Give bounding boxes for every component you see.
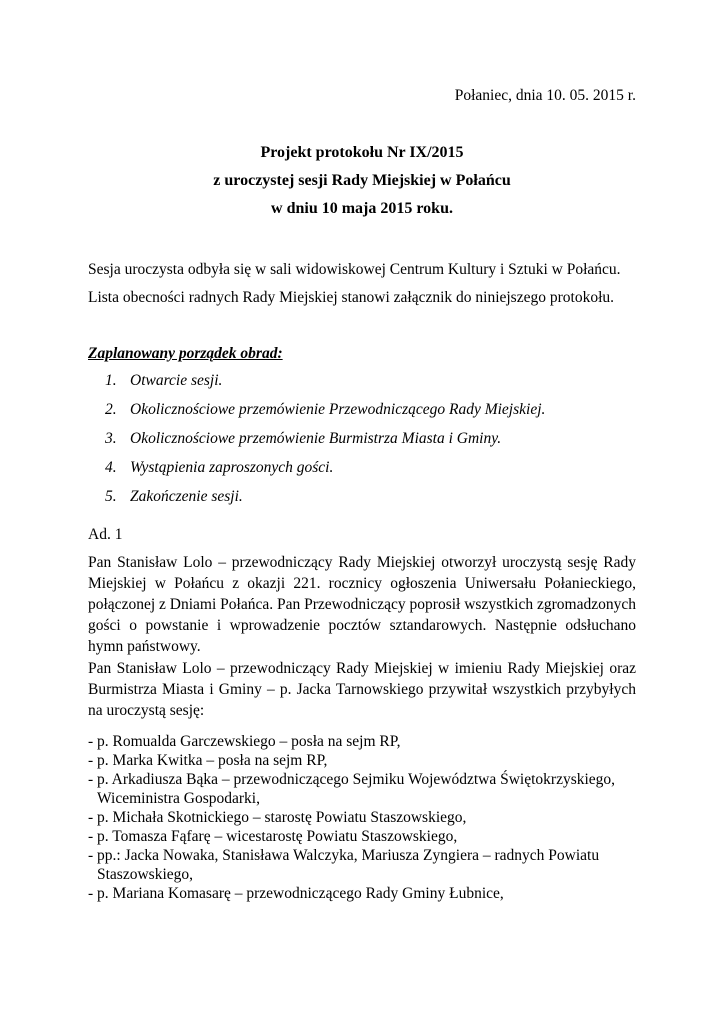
agenda-item bbox=[88, 459, 648, 488]
agenda-item bbox=[88, 488, 648, 517]
agenda-item-text: Okolicznościowe przemówienie Burmistrza Miasta i Gminy. bbox=[130, 430, 502, 447]
agenda-item bbox=[88, 401, 648, 430]
guest-entry: - p. Michała Skotnickiego – starostę Powiatu Staszowskiego, bbox=[88, 809, 467, 826]
agenda-item-number: 3. bbox=[105, 430, 117, 447]
guest-list-item bbox=[88, 732, 648, 751]
document-title: Projekt protokołu Nr IX/2015 bbox=[260, 144, 464, 161]
document-session-date: w dniu 10 maja 2015 roku. bbox=[271, 200, 453, 217]
guest-entry: - p. Arkadiusza Bąka – przewodniczącego Sejmiku Województwa Świętokrzyskiego, bbox=[88, 771, 616, 788]
agenda-item-text: Otwarcie sesji. bbox=[130, 372, 223, 389]
ad1-heading: Ad. 1 bbox=[88, 526, 123, 543]
agenda-item-number: 5. bbox=[105, 488, 117, 505]
agenda-item bbox=[88, 372, 648, 401]
guest-list bbox=[88, 732, 648, 903]
guest-entry: - p. Mariana Komasarę – przewodniczącego Rady Gminy Łubnice, bbox=[88, 885, 504, 902]
ad1-paragraph-greeting: Pan Stanisław Lolo – przewodniczący Rady Miejskiej w imieniu Rady Miejskiej oraz Burmistrza Miasta i Gminy – p. Jacka Tarnowskiego przywitał wszystkich przybyłych na uroczystą sesję: bbox=[88, 660, 636, 719]
guest-list-item bbox=[88, 884, 648, 903]
guest-entry: - p. Tomasza Fąfarę – wicestarostę Powiatu Staszowskiego, bbox=[88, 828, 458, 845]
agenda-heading: Zaplanowany porządek obrad: bbox=[88, 345, 283, 362]
guest-list-item bbox=[88, 827, 648, 846]
agenda-item-number: 1. bbox=[105, 372, 117, 389]
ad1-paragraph-opening: Pan Stanisław Lolo – przewodniczący Rady Miejskiej otworzył uroczystą sesję Rady Miejskiej w Połańcu z okazji 221. rocznicy ogłoszenia Uniwersału Połanieckiego, połączonej z Dniami Połańca. Pan Przewodniczący poprosił wszystkich zgromadzonych gości o powstanie i wprowadzenie pocztów sztandarowych. Następnie odsłuchano hymn państwowy. bbox=[88, 554, 636, 655]
guest-list-item bbox=[88, 751, 648, 770]
agenda-item-text: Wystąpienia zaproszonych gości. bbox=[130, 459, 334, 476]
intro-location: Sesja uroczysta odbyła się w sali widowiskowej Centrum Kultury i Sztuki w Połańcu. bbox=[88, 261, 621, 278]
agenda-item-text: Okolicznościowe przemówienie Przewodniczącego Rady Miejskiej. bbox=[130, 401, 546, 418]
guest-list-item bbox=[88, 808, 648, 827]
agenda-item-number: 2. bbox=[105, 401, 117, 418]
document-date: Połaniec, dnia 10. 05. 2015 r. bbox=[454, 87, 636, 104]
agenda-item-text: Zakończenie sesji. bbox=[130, 488, 243, 505]
guest-entry-continuation: Staszowskiego, bbox=[97, 866, 194, 883]
guest-list-item bbox=[88, 846, 648, 884]
guest-entry: - p. Romualda Garczewskiego – posła na sejm RP, bbox=[88, 733, 401, 750]
guest-entry-continuation: Wiceministra Gospodarki, bbox=[97, 790, 260, 807]
agenda-item-number: 4. bbox=[105, 459, 117, 476]
agenda-item bbox=[88, 430, 648, 459]
guest-entry: - p. Marka Kwitka – posła na sejm RP, bbox=[88, 752, 328, 769]
document-subtitle: z uroczystej sesji Rady Miejskiej w Połańcu bbox=[213, 172, 511, 189]
intro-attendance: Lista obecności radnych Rady Miejskiej stanowi załącznik do niniejszego protokołu. bbox=[88, 289, 615, 306]
guest-entry: - pp.: Jacka Nowaka, Stanisława Walczyka, Mariusza Zyngiera – radnych Powiatu bbox=[88, 847, 600, 864]
agenda-list bbox=[88, 372, 648, 517]
guest-list-item bbox=[88, 770, 648, 808]
